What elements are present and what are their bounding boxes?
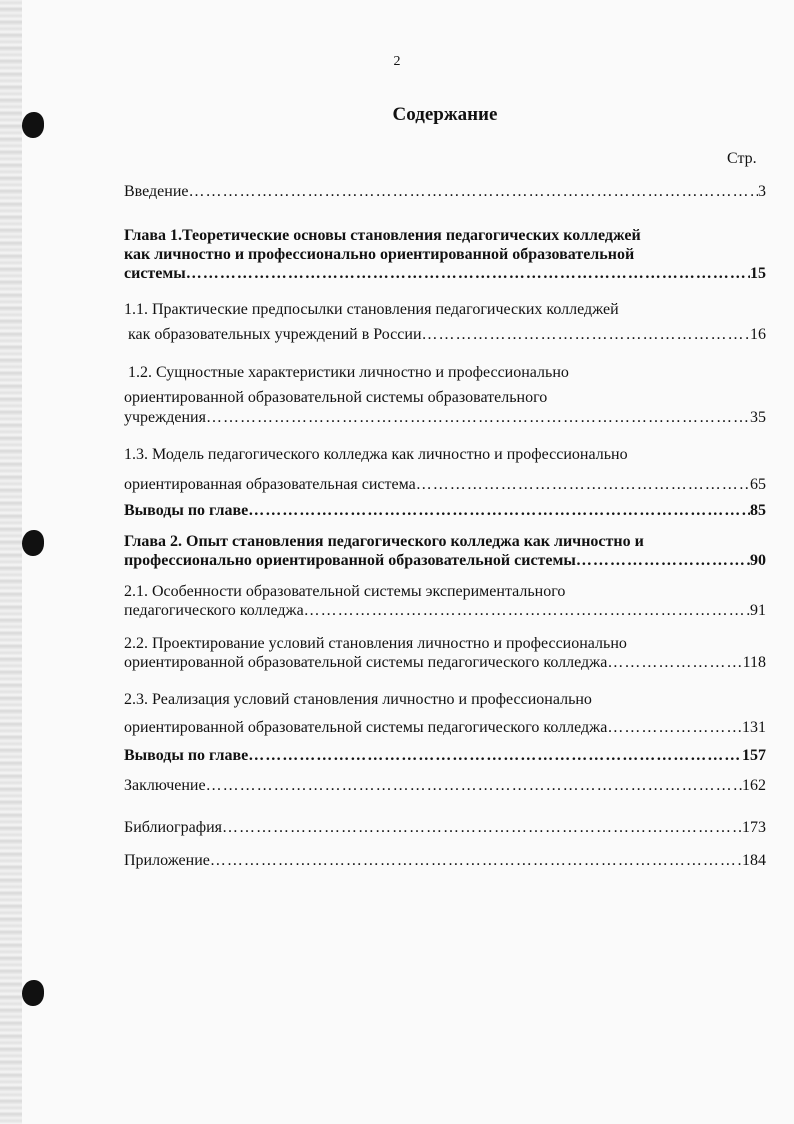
toc-entry-chapter-2-conclusions[interactable] bbox=[124, 746, 766, 765]
toc-entry-text: 1.1. Практические предпосылки становления педагогических колледжей bbox=[124, 301, 619, 318]
dot-leader bbox=[222, 818, 742, 837]
toc-entry-text: Введение bbox=[124, 183, 189, 200]
toc-entry-text: Выводы по главе bbox=[124, 502, 249, 519]
toc-entry-text: Глава 1.Теоретические основы становления педагогических колледжей bbox=[124, 227, 641, 244]
toc-entry-text: учреждения bbox=[124, 408, 206, 426]
dot-leader bbox=[576, 551, 750, 570]
toc-page-number: 15 bbox=[750, 265, 766, 283]
toc-entry-text: системы bbox=[124, 265, 186, 283]
toc-entry-text: 2.2. Проектирование условий становления личностно и профессионально bbox=[124, 635, 627, 652]
dot-leader bbox=[189, 182, 759, 201]
toc-entry-text: Выводы по главе bbox=[124, 747, 249, 764]
dot-leader bbox=[206, 408, 750, 427]
toc-entry-text: как личностно и профессионально ориентированной образовательной bbox=[124, 246, 635, 264]
toc-entry-chapter-2[interactable] bbox=[124, 532, 766, 570]
toc-page-number: 3 bbox=[758, 183, 766, 200]
punch-hole-mark bbox=[22, 530, 44, 556]
toc-entry-section-1-2[interactable] bbox=[124, 358, 766, 427]
toc-page-number: 173 bbox=[742, 819, 766, 836]
toc-entry-section-1-1[interactable] bbox=[124, 298, 766, 348]
toc-entry-introduction[interactable] bbox=[124, 182, 766, 201]
toc-entry-text: ориентированной образовательной системы педагогического колледжа bbox=[124, 719, 608, 736]
toc-page-number: 162 bbox=[742, 777, 766, 794]
toc-page-number: 118 bbox=[742, 654, 766, 672]
punch-hole-mark bbox=[22, 980, 44, 1006]
dot-leader bbox=[607, 714, 742, 742]
toc-entry-text: как образовательных учреждений в России bbox=[128, 325, 422, 343]
toc-entry-text: Глава 2. Опыт становления педагогического колледжа как личностно и bbox=[124, 533, 644, 550]
toc-entry-text: 2.3. Реализация условий становления личностно и профессионально bbox=[124, 691, 592, 708]
dot-leader bbox=[248, 746, 742, 765]
toc-entry-text: педагогического колледжа bbox=[124, 602, 304, 620]
page-number: 2 bbox=[393, 54, 401, 69]
toc-page-number: 91 bbox=[750, 602, 766, 620]
toc-entry-text: профессионально ориентированной образовательной системы bbox=[124, 552, 576, 570]
dot-leader bbox=[186, 264, 750, 283]
dot-leader bbox=[206, 776, 742, 795]
toc-entry-chapter-1-conclusions[interactable] bbox=[124, 501, 766, 520]
toc-entry-section-1-3[interactable] bbox=[124, 440, 766, 499]
toc-entry-text: 1.3. Модель педагогического колледжа как личностно и профессионально bbox=[124, 446, 628, 463]
toc-entry-text: 1.2. Сущностные характеристики личностно и профессионально bbox=[128, 364, 569, 381]
toc-entry-section-2-3[interactable] bbox=[124, 686, 766, 742]
toc-entry-text: ориентированная образовательная система bbox=[124, 475, 416, 493]
toc-page-number: 85 bbox=[750, 502, 766, 519]
dot-leader bbox=[422, 323, 750, 348]
toc-entry-section-2-1[interactable] bbox=[124, 582, 766, 620]
toc-entry-text: Библиография bbox=[124, 819, 222, 836]
toc-page-number: 90 bbox=[750, 552, 766, 570]
dot-leader bbox=[210, 851, 742, 870]
toc-page-number: 16 bbox=[750, 325, 766, 343]
toc-page-number: 65 bbox=[750, 475, 766, 493]
toc-entry-conclusion[interactable] bbox=[124, 776, 766, 795]
toc-entry-section-2-2[interactable] bbox=[124, 634, 766, 672]
toc-entry-text: Заключение bbox=[124, 777, 206, 794]
page-column-header: Стр. bbox=[727, 150, 757, 167]
page-title: Содержание bbox=[392, 104, 498, 125]
dot-leader bbox=[607, 653, 742, 672]
toc-page-number: 35 bbox=[750, 408, 766, 426]
toc-entry-chapter-1[interactable] bbox=[124, 226, 766, 284]
toc-page-number: 184 bbox=[742, 852, 766, 869]
scan-edge bbox=[0, 0, 22, 1124]
toc-page-number: 157 bbox=[742, 747, 766, 764]
dot-leader bbox=[248, 501, 750, 520]
toc-entry-text: 2.1. Особенности образовательной системы экспериментального bbox=[124, 583, 566, 600]
toc-entry-text: ориентированной образовательной системы образовательного bbox=[124, 389, 548, 407]
toc-entry-text: Приложение bbox=[124, 852, 210, 869]
toc-entry-appendix[interactable] bbox=[124, 851, 766, 870]
toc-entry-text: ориентированной образовательной системы педагогического колледжа bbox=[124, 654, 608, 672]
dot-leader bbox=[416, 470, 750, 500]
toc-entry-bibliography[interactable] bbox=[124, 818, 766, 837]
dot-leader bbox=[304, 601, 750, 620]
toc-page-number: 131 bbox=[742, 719, 766, 736]
